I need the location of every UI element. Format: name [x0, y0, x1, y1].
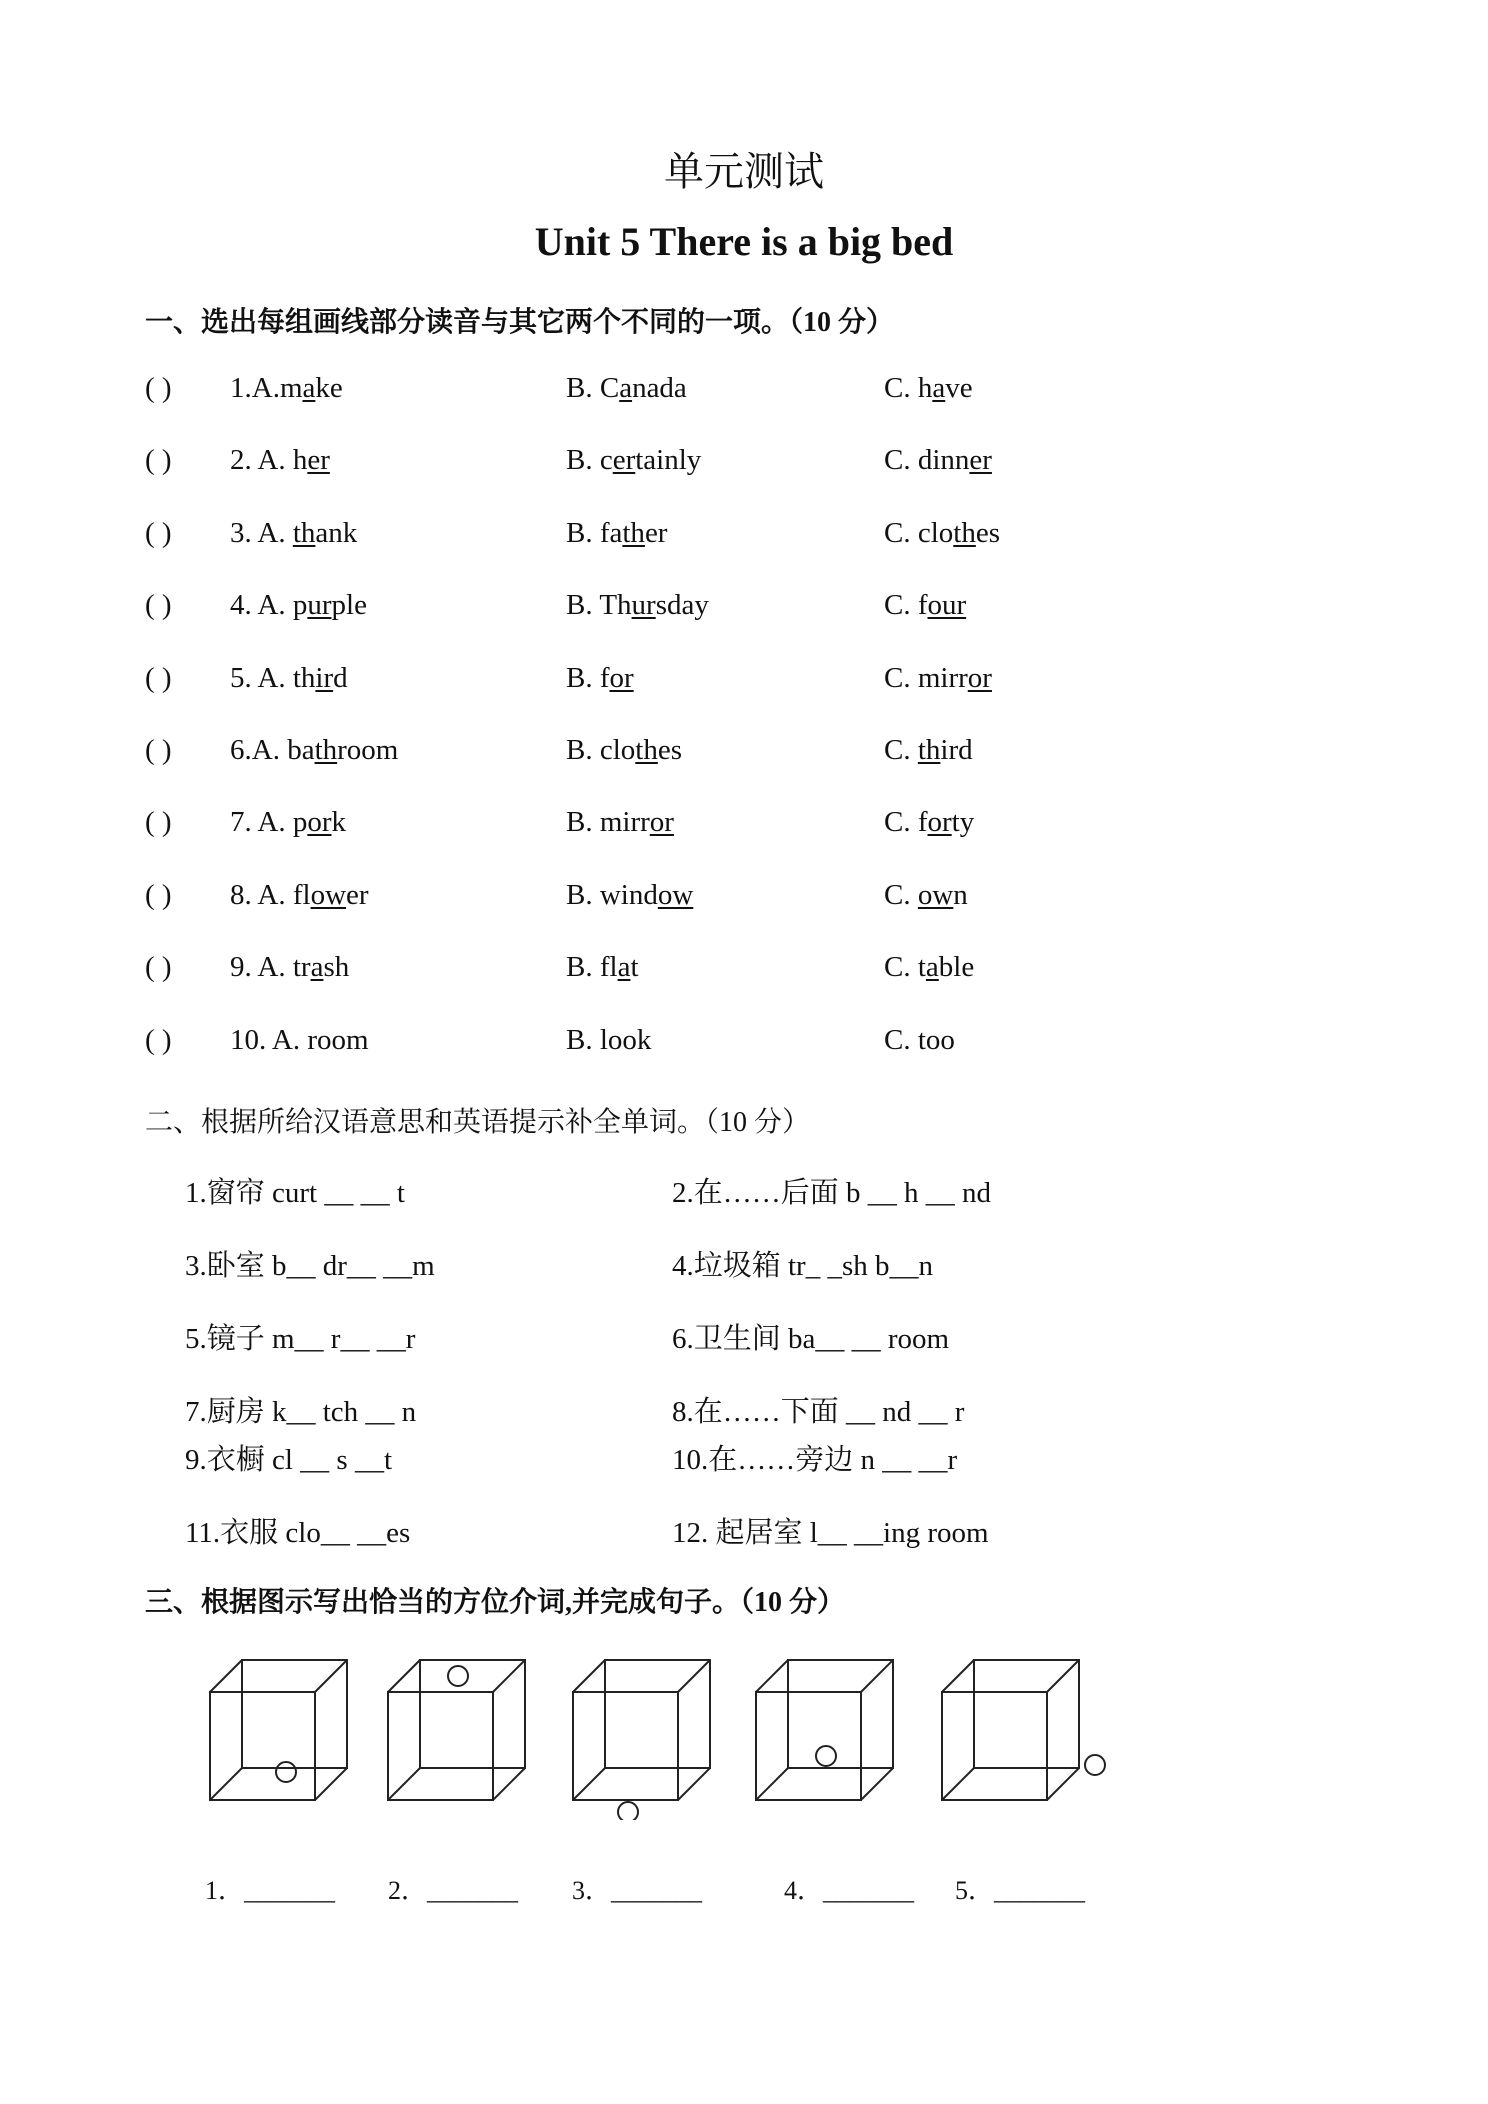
- option-a: [230, 734, 398, 767]
- option-c: [884, 806, 974, 839]
- cube-1: [210, 1660, 347, 1800]
- answer-paren[interactable]: ( ): [145, 444, 172, 476]
- answer-paren[interactable]: ( ): [145, 662, 172, 694]
- option-b: [566, 734, 682, 767]
- word-part: er: [346, 879, 369, 911]
- underlined-part: er: [307, 444, 330, 476]
- word-part: B. fa: [566, 517, 623, 549]
- underlined-part: th: [622, 517, 645, 549]
- underlined-part: ow: [917, 879, 954, 911]
- section3-heading-suffix: 分）: [782, 1587, 846, 1618]
- underlined-part: ur: [631, 589, 656, 621]
- section3-heading: [145, 1580, 845, 1620]
- underlined-part: a: [932, 372, 946, 404]
- answer-blank-2[interactable]: 2．_______: [388, 1876, 519, 1905]
- fill-item-left: 5.镜子 m__ r__ __r: [185, 1323, 416, 1355]
- option-b: [566, 444, 701, 477]
- word-part: ple: [331, 589, 367, 621]
- underlined-part: ur: [307, 589, 332, 621]
- option-b: [566, 806, 674, 839]
- fill-item-right: 4.垃圾箱 tr_ _sh b__n: [672, 1250, 934, 1282]
- option-a: [230, 951, 349, 984]
- option-a: [230, 662, 348, 695]
- option-c: [884, 444, 992, 477]
- word-part: n: [953, 879, 968, 911]
- answer-paren[interactable]: ( ): [145, 806, 172, 838]
- underlined-part: th: [953, 517, 976, 549]
- word-part: C. t: [884, 1024, 926, 1056]
- underlined-part: er: [612, 444, 636, 476]
- option-b: [566, 879, 693, 912]
- word-part: B. wind: [566, 879, 658, 911]
- word-part: 6.A. ba: [230, 734, 315, 766]
- word-part: ird: [940, 734, 973, 766]
- ball-1: [276, 1762, 296, 1782]
- answer-paren[interactable]: ( ): [145, 517, 172, 549]
- answer-blank-4[interactable]: 4．_______: [784, 1876, 915, 1905]
- section3-heading-prefix: 三、根据图示写出恰当的方位介词,并完成句子。（: [145, 1587, 755, 1618]
- underlined-part: er: [969, 444, 992, 476]
- word-part: nada: [632, 372, 687, 404]
- underlined-part: or: [307, 806, 332, 838]
- option-b: [566, 951, 639, 984]
- underlined-part: a: [302, 372, 316, 404]
- fill-item-left: 1.窗帘 curt __ __ t: [185, 1177, 405, 1209]
- answer-paren[interactable]: ( ): [145, 372, 172, 404]
- word-part: C.: [884, 734, 918, 766]
- answer-paren[interactable]: ( ): [145, 879, 172, 911]
- fill-item-left: 7.厨房 k__ tch __ n: [185, 1396, 417, 1428]
- ball-5: [1085, 1755, 1105, 1775]
- ball-4: [816, 1746, 836, 1766]
- word-part: t: [630, 951, 639, 983]
- word-part: C. f: [884, 806, 928, 838]
- fill-item-right: 2.在……后面 b __ h __ nd: [672, 1177, 992, 1209]
- word-part: C. f: [884, 589, 928, 621]
- option-b: [566, 662, 634, 695]
- word-part: 2. A. h: [230, 444, 308, 476]
- underlined-part: or: [649, 806, 674, 838]
- word-part: B. fl: [566, 951, 618, 983]
- underlined-part: ir: [315, 662, 334, 694]
- word-part: C. mirr: [884, 662, 968, 694]
- word-part: 9. A. tr: [230, 951, 311, 983]
- option-b: [566, 1024, 651, 1057]
- word-part: B. clo: [566, 734, 636, 766]
- word-part: sday: [655, 589, 709, 621]
- underlined-part: a: [619, 372, 633, 404]
- word-part: d: [333, 662, 348, 694]
- ball-2: [448, 1666, 468, 1686]
- answer-blank-5[interactable]: 5．_______: [955, 1876, 1086, 1905]
- page-title: 单元测试: [664, 149, 824, 194]
- word-part: es: [975, 517, 1001, 549]
- option-c: [884, 879, 968, 912]
- section1-heading: 一、选出每组画线部分读音与其它两个不同的一项。（10 分）: [145, 307, 895, 338]
- word-part: es: [657, 734, 683, 766]
- cube-3: [573, 1660, 710, 1820]
- option-b: [566, 517, 667, 550]
- underlined-part: our: [927, 589, 967, 621]
- fill-item-right: 6.卫生间 ba__ __ room: [672, 1323, 950, 1355]
- word-part: sh: [323, 951, 350, 983]
- cube-5: [942, 1660, 1105, 1800]
- answer-paren[interactable]: ( ): [145, 951, 172, 983]
- option-a: [230, 1024, 369, 1057]
- option-a: [230, 806, 346, 839]
- word-part: ank: [315, 517, 358, 549]
- underlined-part: or: [967, 662, 992, 694]
- cube-4: [756, 1660, 893, 1800]
- option-a: [230, 589, 367, 622]
- underlined-part: oo: [317, 1024, 346, 1056]
- option-a: [230, 444, 330, 477]
- option-b: [566, 372, 687, 405]
- section2-heading: 二、根据所给汉语意思和英语提示补全单词。（10 分）: [145, 1107, 811, 1138]
- option-c: [884, 951, 974, 984]
- underlined-part: oo: [607, 1024, 637, 1056]
- word-part: tainly: [635, 444, 702, 476]
- unit-title: Unit 5 There is a big bed: [534, 219, 954, 264]
- answer-paren[interactable]: ( ): [145, 734, 172, 766]
- option-b: [566, 589, 709, 622]
- word-part: B. f: [566, 662, 610, 694]
- underlined-part: th: [635, 734, 658, 766]
- word-part: B. l: [566, 1024, 608, 1056]
- word-part: B. Th: [566, 589, 632, 621]
- word-part: B. c: [566, 444, 613, 476]
- word-part: ble: [938, 951, 975, 983]
- underlined-part: th: [917, 734, 941, 766]
- option-a: [230, 879, 369, 912]
- word-part: 4. A. p: [230, 589, 308, 621]
- word-part: C. t: [884, 951, 926, 983]
- word-part: ke: [315, 372, 343, 404]
- underlined-part: oo: [925, 1024, 955, 1056]
- word-part: m: [346, 1024, 369, 1056]
- word-part: room: [337, 734, 399, 766]
- word-part: C. clo: [884, 517, 954, 549]
- answer-paren[interactable]: ( ): [145, 1024, 172, 1056]
- option-c: [884, 734, 973, 767]
- fill-item-right: 12. 起居室 l__ __ing room: [672, 1517, 989, 1549]
- option-c: [884, 1024, 955, 1057]
- word-part: C.: [884, 879, 918, 911]
- underlined-part: or: [927, 806, 952, 838]
- cube-2: [388, 1660, 525, 1800]
- word-part: ty: [951, 806, 975, 838]
- word-part: 10. A. r: [230, 1024, 317, 1056]
- fill-item-left: 3.卧室 b__ dr__ __m: [185, 1250, 435, 1282]
- underlined-part: th: [314, 734, 338, 766]
- fill-item-right: 10.在……旁边 n __ __r: [672, 1444, 958, 1476]
- underlined-part: a: [925, 951, 939, 983]
- word-part: 1.A.m: [230, 372, 303, 404]
- word-part: C. dinn: [884, 444, 970, 476]
- word-part: C. h: [884, 372, 933, 404]
- ball-3: [618, 1802, 638, 1820]
- option-a: [230, 517, 357, 550]
- word-part: B. C: [566, 372, 620, 404]
- word-part: 5. A. th: [230, 662, 316, 694]
- word-part: 8. A. fl: [230, 879, 311, 911]
- option-a: [230, 372, 343, 405]
- fill-item-left: 11.衣服 clo__ __es: [185, 1517, 411, 1549]
- word-part: 7. A. p: [230, 806, 308, 838]
- answer-blank-3[interactable]: 3．_______: [572, 1876, 703, 1905]
- word-part: k: [331, 806, 347, 838]
- word-part: ve: [945, 372, 973, 404]
- fill-item-right: 8.在……下面 __ nd __ r: [672, 1396, 965, 1428]
- section3-heading-score: 10: [754, 1587, 783, 1618]
- underlined-part: th: [292, 517, 316, 549]
- option-c: [884, 662, 992, 695]
- option-c: [884, 372, 973, 405]
- underlined-part: a: [310, 951, 324, 983]
- underlined-part: ow: [310, 879, 347, 911]
- answer-blank-1[interactable]: 1．_______: [205, 1876, 336, 1905]
- word-part: 3. A.: [230, 517, 293, 549]
- option-c: [884, 517, 1000, 550]
- option-c: [884, 589, 966, 622]
- underlined-part: ow: [657, 879, 694, 911]
- underlined-part: or: [609, 662, 634, 694]
- answer-paren[interactable]: ( ): [145, 589, 172, 621]
- word-part: k: [636, 1024, 652, 1056]
- fill-item-left: 9.衣橱 cl __ s __t: [185, 1444, 393, 1476]
- word-part: er: [644, 517, 668, 549]
- word-part: B. mirr: [566, 806, 650, 838]
- cube-diagrams: [200, 1650, 1160, 1820]
- underlined-part: a: [617, 951, 631, 983]
